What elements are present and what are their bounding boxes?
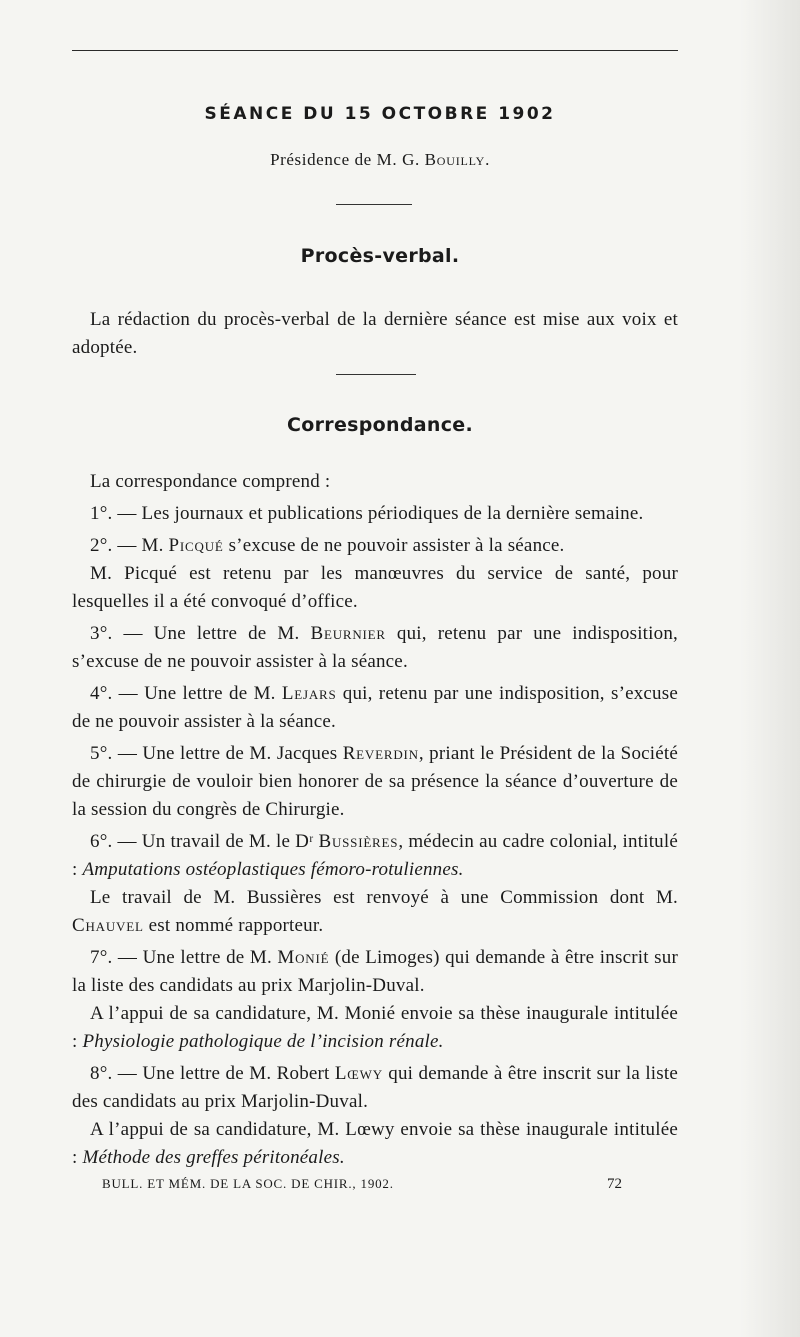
correspondance-item-8-continuation (72, 1116, 678, 1172)
thesis-title: Méthode des greffes péritonéales. (82, 1147, 345, 1168)
correspondance-intro: La correspondance comprend : (90, 471, 331, 492)
correspondance-item-1: 1°. — Les journaux et publications périodiques de la dernière semaine. (90, 503, 644, 524)
proces-verbal-body (72, 306, 678, 362)
session-title: SÉANCE DU 15 OCTOBRE 1902 (204, 104, 556, 124)
item-text: 4°. — Une lettre de M. (90, 683, 282, 704)
person-name: Reverdin (342, 743, 419, 764)
person-name: Chauvel (72, 915, 144, 936)
presidence-suffix: . (485, 150, 490, 169)
item-text: 5°. — Une lettre de M. Jacques (90, 743, 343, 764)
item-text: qui demande à être inscrit sur la liste des candidats au prix Marjolin-Duval. (72, 1063, 678, 1112)
item-text: qui, retenu par une indisposition, s’excuse de ne pouvoir assister à la séance. (72, 623, 678, 672)
item-text: , médecin au cadre colonial, intitulé : (72, 831, 678, 880)
person-name: Beurnier (310, 623, 386, 644)
top-rule (72, 50, 678, 51)
item-text: est nommé rapporteur. (143, 915, 324, 936)
item-text: (de Limoges) qui demande à être inscrit sur la liste des candidats au prix Marjolin-Duval. (72, 947, 678, 996)
journal-reference: BULL. ET MÉM. DE LA SOC. DE CHIR., 1902. (102, 1176, 394, 1191)
person-name: Picqué (168, 535, 224, 556)
item-text: qui, retenu par une indisposition, s’excuse de ne pouvoir assister à la séance. (72, 683, 678, 732)
separator-rule (336, 204, 412, 205)
item-text: A l’appui de sa candidature, M. Monié envoie sa thèse inaugurale intitulée : (72, 1003, 678, 1052)
page-edge-shadow (740, 0, 800, 1337)
correspondance-item-7 (72, 944, 678, 1000)
page-number: 72 (607, 1176, 622, 1192)
person-name: Lejars (281, 683, 337, 704)
correspondance-body (72, 468, 678, 1172)
correspondance-item-3 (72, 620, 678, 676)
correspondance-item-6-continuation (72, 884, 678, 940)
item-text: A l’appui de sa candidature, M. Lœwy envoie sa thèse inaugurale intitulée : (72, 1119, 678, 1168)
section-title-correspondance: Correspondance. (287, 414, 473, 436)
item-text: Le travail de M. Bussières est renvoyé à une Commission dont M. (90, 887, 678, 908)
president-name: Bouilly (424, 150, 486, 169)
correspondance-item-8 (72, 1060, 678, 1116)
section-title-proces-verbal: Procès-verbal. (300, 245, 460, 267)
correspondance-item-6 (72, 828, 678, 884)
item-text: 6°. — Un travail de M. le Dʳ (90, 831, 319, 852)
item-text: 3°. — Une lettre de M. (90, 623, 311, 644)
item-text: 2°. — M. (90, 535, 169, 556)
item-text: 7°. — Une lettre de M. (90, 947, 278, 968)
item-text: , priant le Président de la Société de chirurgie de vouloir bien honorer de sa présence la séance d’ouverture de la session du congrès de Chirurgie. (72, 743, 678, 820)
work-title: Amputations ostéoplastiques fémoro-rotuliennes. (82, 859, 464, 880)
correspondance-item-2-continuation: M. Picqué est retenu par les manœuvres du service de santé, pour lesquelles il a été convoqué d’office. (72, 563, 678, 612)
proces-verbal-text: La rédaction du procès-verbal de la dernière séance est mise aux voix et adoptée. (72, 309, 678, 358)
thesis-title: Physiologie pathologique de l’incision rénale. (82, 1031, 444, 1052)
correspondance-item-5 (72, 740, 678, 824)
item-text: s’excuse de ne pouvoir assister à la séance. (223, 535, 565, 556)
correspondance-item-7-continuation (72, 1000, 678, 1056)
correspondance-item-2 (72, 532, 678, 560)
correspondance-item-4 (72, 680, 678, 736)
item-text: 8°. — Une lettre de M. Robert (90, 1063, 335, 1084)
person-name: Bussières (318, 831, 399, 852)
presidence-line (0, 150, 760, 170)
person-name: Monié (277, 947, 330, 968)
person-name: Lœwy (334, 1063, 383, 1084)
separator-rule (336, 374, 416, 375)
presidence-prefix: Présidence de M. G. (270, 150, 425, 169)
